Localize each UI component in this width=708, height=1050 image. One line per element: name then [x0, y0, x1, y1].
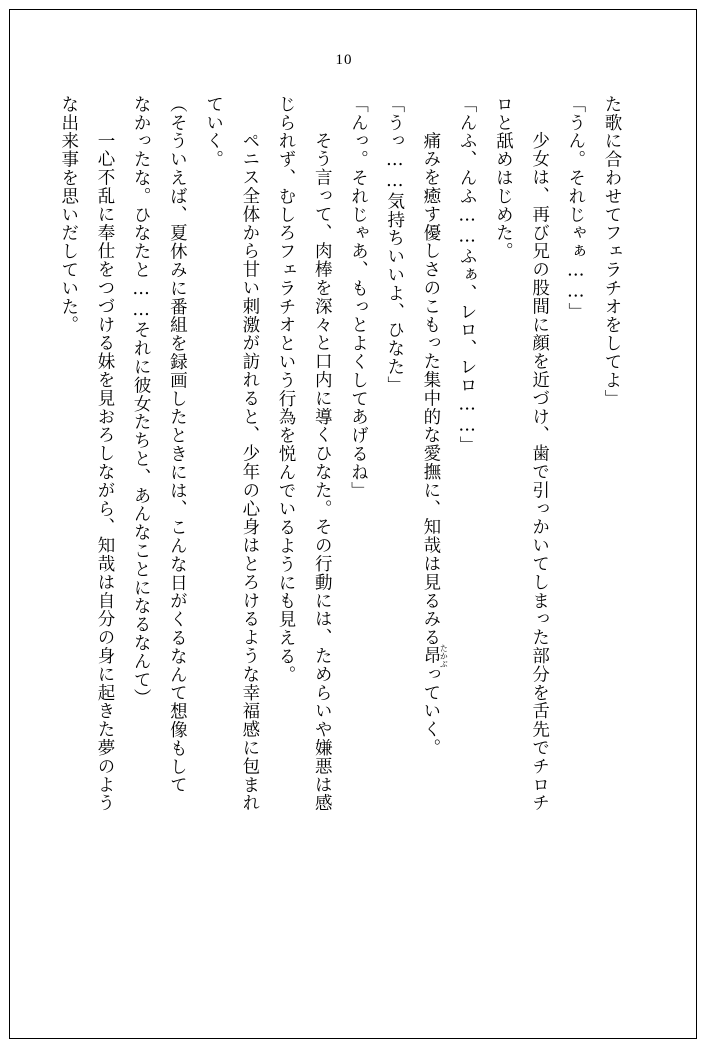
ruby-text: たかぶ [439, 643, 449, 668]
ruby-annotation [420, 643, 449, 668]
text-line: 「うっ……気持ちいいよ、ひなた」 [384, 95, 405, 395]
page-number: 10 [335, 52, 353, 68]
text-line-with-ruby: 痛みを癒す優しさのこもった集中的な愛撫に、知哉は見るみる昂たかぶっていく。 [420, 112, 449, 757]
text-line: じられず、むしろフェラチオという行為を悦んでいるようにも見える。 [276, 95, 297, 684]
text-line: そう言って、肉棒を深々と口内に導くひなた。その行動には、ためらいや嫌悪は感 [312, 112, 333, 812]
text-line: 一心不乱に奉仕をつづける妹を見おろしながら、知哉は自分の身に起きた夢のよう [94, 112, 115, 812]
text-line: 「んふ、んふ……ふぁ、レロ、レロ……」 [457, 95, 478, 455]
ruby-base: 昂 [420, 643, 441, 668]
text-line: なかったな。ひなたと……それに彼女たちと、あんなことになるなんて） [131, 95, 152, 708]
page-body-text [58, 95, 630, 975]
text-line: 「うん。それじゃぁ……」 [565, 95, 586, 321]
text-line: ロと舐めはじめた。 [493, 95, 514, 261]
text-line: ペニス全体から甘い刺激が訪れると、少年の心身はとろけるような幸福感に包まれ [239, 112, 260, 812]
text-line: （そういえば、夏休みに番組を録画したときには、こんな日がくるなんて想像もして [167, 95, 188, 795]
text-line: た歌に合わせてフェラチオをしてよ」 [602, 95, 622, 408]
text-line: 少女は、再び兄の股間に顔を近づけ、歯で引っかいてしまった部分を舌先でチロチ [529, 112, 550, 812]
text-line: ていく。 [203, 95, 224, 169]
text-line: 「んっ。それじゃあ、もっとよくしてあげるね」 [348, 95, 369, 500]
text-line: な出来事を思いだしていた。 [58, 95, 79, 335]
